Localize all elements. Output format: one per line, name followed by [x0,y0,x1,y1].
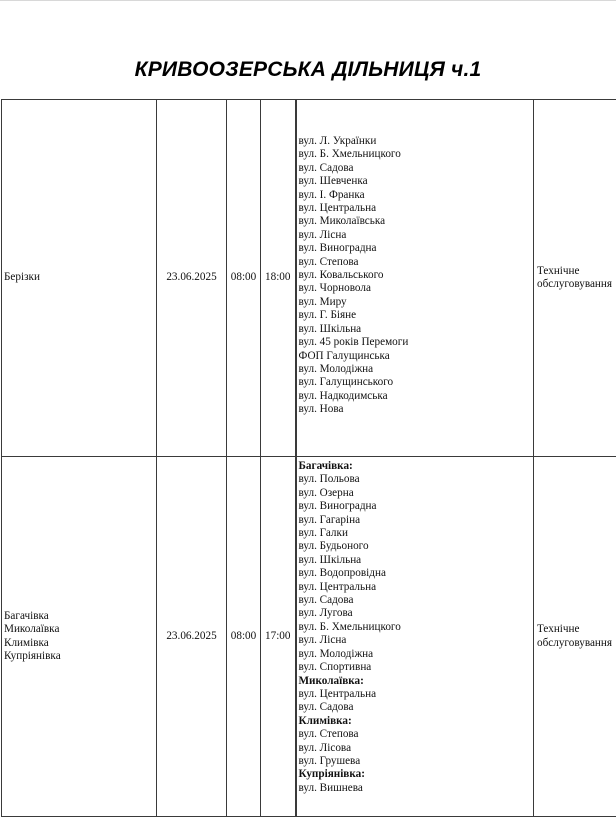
settlement-name: Миколаївка [4,623,154,636]
street-item: вул. Садова [299,162,531,175]
street-item: вул. Лісна [299,634,531,647]
street-item: вул. Водопровідна [299,567,531,580]
street-item: вул. Надкодимська [299,390,531,403]
time-to-cell: 17:00 [261,457,296,817]
street-item: вул. Лісна [299,229,531,242]
village-heading: Купріянівка: [299,768,531,781]
village-heading: Багачівка: [299,460,531,473]
village-heading: Климівка: [299,715,531,728]
time-from-cell: 08:00 [227,457,261,817]
street-item: вул. Б. Хмельницкого [299,148,531,161]
street-item: вул. Садова [299,594,531,607]
work-type-cell: Технічне обслуговування [534,100,616,457]
top-divider [0,0,616,1]
street-item: вул. Виноградна [299,242,531,255]
street-item: вул. Лісова [299,742,531,755]
date-cell: 23.06.2025 [157,100,227,457]
street-item: вул. Галки [299,527,531,540]
work-type-cell: Технічне обслуговування [534,457,616,817]
street-item: вул. Л. Українки [299,135,531,148]
page-title: КРИВООЗЕРСЬКА ДІЛЬНИЦЯ ч.1 [0,58,616,82]
street-item: вул. Миколаївська [299,215,531,228]
street-item: вул. Шкільна [299,554,531,567]
street-item: вул. І. Франка [299,189,531,202]
streets-cell [296,457,534,817]
street-item: вул. Спортивна [299,661,531,674]
settlement-name: Берізки [4,271,154,284]
street-item: вул. Центральна [299,688,531,701]
street-item: вул. Миру [299,296,531,309]
street-item: вул. 45 років Перемоги [299,336,531,349]
street-item: вул. Будьоного [299,540,531,553]
settlement-name: Багачівка [4,610,154,623]
time-to-cell: 18:00 [261,100,296,457]
outage-schedule-table [1,99,616,817]
streets-cell [296,100,534,457]
street-item: вул. Гагаріна [299,514,531,527]
street-item: вул. Ковальського [299,269,531,282]
street-item: вул. Лугова [299,607,531,620]
street-item: вул. Польова [299,473,531,486]
street-item: вул. Шкільна [299,323,531,336]
settlement-cell [2,100,157,457]
street-item: вул. Грушева [299,755,531,768]
street-item: вул. Озерна [299,487,531,500]
street-item: вул. Чорновола [299,282,531,295]
settlement-name: Купріянівка [4,650,154,663]
table-row [2,457,616,817]
street-item: вул. Г. Біяне [299,309,531,322]
time-from-cell: 08:00 [227,100,261,457]
street-item: вул. Галущинського [299,376,531,389]
street-item: вул. Садова [299,701,531,714]
street-item: вул. Шевченка [299,175,531,188]
street-item: вул. Нова [299,403,531,416]
street-item: ФОП Галущинська [299,350,531,363]
street-item: вул. Молодіжна [299,363,531,376]
street-item: вул. Б. Хмельницкого [299,621,531,634]
street-item: вул. Центральна [299,202,531,215]
street-item: вул. Виноградна [299,500,531,513]
table-row [2,100,616,457]
settlement-cell [2,457,157,817]
village-heading: Миколаївка: [299,675,531,688]
street-item: вул. Степова [299,256,531,269]
settlement-name: Климівка [4,637,154,650]
date-cell: 23.06.2025 [157,457,227,817]
street-item: вул. Вишнева [299,782,531,795]
street-item: вул. Центральна [299,581,531,594]
street-item: вул. Молодіжна [299,648,531,661]
street-item: вул. Степова [299,728,531,741]
